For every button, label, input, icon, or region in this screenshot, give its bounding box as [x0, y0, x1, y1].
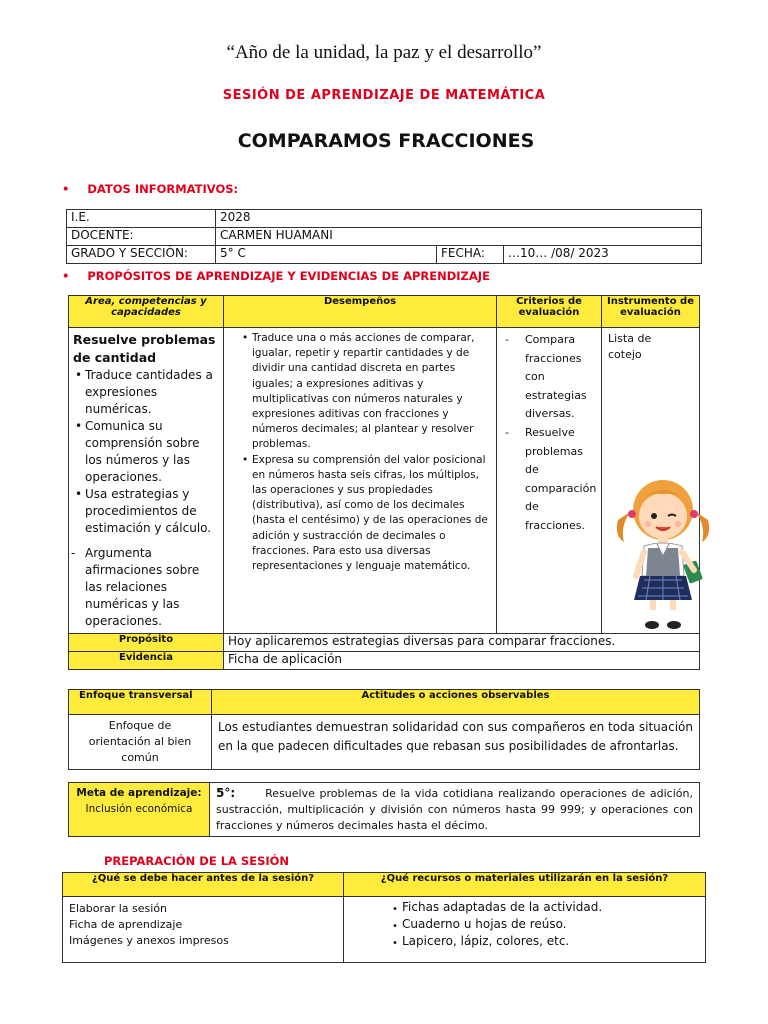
fecha-label: FECHA: — [437, 246, 504, 264]
desempeno-item: • Traduce una o más acciones de comparar, igualar, repetir y repartir cantidades y de dividir una cantidad discreta en partes iguales; a expresiones aditivas y multiplicativas con números naturales y expresiones aditivas con fracciones y números decimales; al plantear y resolver problemas. — [252, 331, 492, 453]
antes-item: Imágenes y anexos impresos — [69, 934, 229, 947]
recurso-item: • Cuaderno u hojas de reúso. — [402, 916, 699, 933]
col-area: Área, competencias y capacidades — [69, 296, 224, 328]
preparacion-heading: PREPARACIÓN DE LA SESIÓN — [104, 854, 290, 868]
docente-label: DOCENTE: — [67, 228, 216, 246]
competencia-cell — [69, 328, 224, 634]
col-desempenos: Desempeños — [224, 296, 497, 328]
evidencia-label: Evidencia — [69, 652, 224, 670]
meta-text: Resuelve problemas de la vida cotidiana realizando operaciones de adición, sustracción, multiplicación y división con números hasta 99 999; y operaciones con fracciones y números decimales hasta el décimo. — [216, 787, 693, 832]
capacidad-item: • Comunica su comprensión sobre los números y las operaciones. — [85, 418, 219, 486]
preparacion-table — [62, 872, 706, 963]
competencia-title: Resuelve problemas de cantidad — [73, 332, 216, 365]
propositos-heading: • PROPÓSITOS DE APRENDIZAJE Y EVIDENCIAS DE APRENDIZAJE — [62, 269, 490, 283]
enfoque-name: Enfoque de orientación al bien común — [69, 715, 212, 770]
datos-table — [66, 209, 702, 264]
ie-label: I.E. — [67, 210, 216, 228]
col-antes: ¿Qué se debe hacer antes de la sesión? — [63, 873, 344, 897]
student-girl-illustration — [610, 472, 716, 632]
meta-table — [68, 782, 700, 837]
evidencia-value: Ficha de aplicación — [224, 652, 700, 670]
proposito-label: Propósito — [69, 634, 224, 652]
criterios-cell — [497, 328, 602, 634]
criterio-item: - Compara fracciones con estrategias diversas. — [505, 333, 587, 421]
session-title: SESIÓN DE APRENDIZAJE DE MATEMÁTICA — [222, 88, 546, 103]
enfoque-table — [68, 689, 700, 770]
capacidad-item: • Traduce cantidades a expresiones numéricas. — [85, 367, 219, 418]
meta-text-cell — [210, 783, 700, 837]
capacidad-item: • Usa estrategias y procedimientos de estimación y cálculo. — [85, 486, 219, 537]
motto: “Año de la unidad, la paz y el desarrollo” — [226, 42, 542, 63]
enfoque-text: Los estudiantes demuestran solidaridad con sus compañeros en toda situación en la que padecen dificultades que rebasan sus posibilidades de afrontarlas. — [212, 715, 700, 770]
main-title: COMPARAMOS FRACCIONES — [237, 130, 535, 152]
datos-heading: • DATOS INFORMATIVOS: — [62, 182, 239, 196]
meta-sub: Inclusión económica — [85, 803, 193, 815]
antes-item: Elaborar la sesión — [69, 902, 168, 915]
docente-value: CARMEN HUAMANI — [216, 228, 702, 246]
capacidad-item: - Argumenta afirmaciones sobre las relaciones numéricas y las operaciones. — [71, 546, 200, 628]
meta-label-cell — [69, 783, 210, 837]
antes-cell — [63, 897, 344, 963]
meta-grade: 5°: — [216, 786, 236, 800]
antes-item: Ficha de aprendizaje — [69, 918, 183, 931]
grado-label: GRADO Y SECCIÓN: — [67, 246, 216, 264]
criterio-item: - Resuelve problemas de comparación de fracciones. — [505, 425, 597, 532]
col-recursos: ¿Qué recursos o materiales utilizarán en la sesión? — [344, 873, 706, 897]
recurso-item: • Fichas adaptadas de la actividad. — [402, 899, 699, 916]
propositos-table — [68, 295, 700, 670]
desempeno-item: • Expresa su comprensión del valor posicional en números hasta seis cifras, los múltiplos, las operaciones y sus propiedades (distributiva), así como de los decimales (hasta el centésimo) y de las operaciones de adición y sustracción de decimales o fracciones. Para esto usa diversas representaciones y lenguaje matemático. — [252, 453, 492, 575]
instrumento-value: Lista de cotejo — [608, 332, 652, 361]
recursos-cell — [344, 897, 706, 963]
ie-value: 2028 — [216, 210, 702, 228]
col-enfoque: Enfoque transversal — [69, 690, 212, 715]
col-instrumento: Instrumento de evaluación — [602, 296, 700, 328]
fecha-value: …10… /08/ 2023 — [504, 246, 702, 264]
meta-label: Meta de aprendizaje: — [76, 787, 202, 799]
recurso-item: • Lapicero, lápiz, colores, etc. — [402, 933, 699, 950]
desempenos-cell — [224, 328, 497, 634]
proposito-value: Hoy aplicaremos estrategias diversas para comparar fracciones. — [224, 634, 700, 652]
col-criterios: Criterios de evaluación — [497, 296, 602, 328]
col-actitudes: Actitudes o acciones observables — [212, 690, 700, 715]
grado-value: 5° C — [216, 246, 437, 264]
